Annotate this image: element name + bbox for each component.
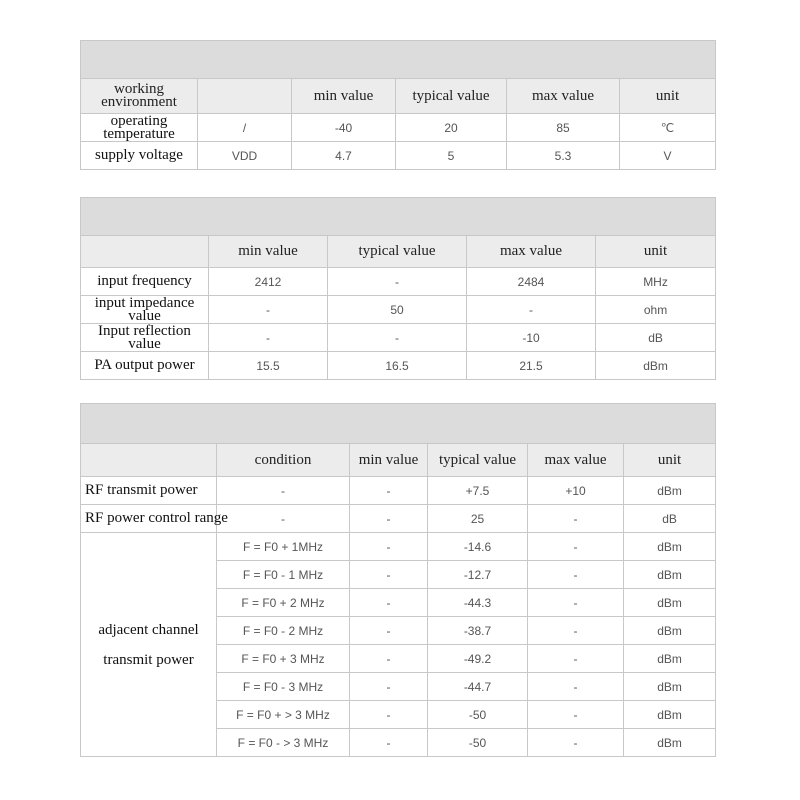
row-label: supply voltage: [81, 142, 198, 170]
rf-transmit-table: [80, 403, 716, 757]
cell-min: 15.5: [209, 352, 328, 380]
cell-symbol: /: [198, 114, 292, 142]
cell-max: -: [528, 645, 624, 673]
header-typical: typical value: [328, 236, 467, 268]
working-environment-table: [80, 40, 716, 170]
cell-min: -: [350, 589, 428, 617]
cell-min: -: [350, 533, 428, 561]
cell-condition: -: [217, 505, 350, 533]
cell-min: -: [350, 701, 428, 729]
header-symbol: [198, 79, 292, 114]
cell-max: -: [528, 701, 624, 729]
cell-typical: -44.3: [428, 589, 528, 617]
row-label: PA output power: [81, 352, 209, 380]
cell-min: -: [209, 296, 328, 324]
cell-unit: dBm: [624, 561, 716, 589]
table-row: [81, 296, 716, 324]
cell-typical: +7.5: [428, 477, 528, 505]
cell-typical: 16.5: [328, 352, 467, 380]
table-row: [81, 352, 716, 380]
cell-unit: dBm: [624, 477, 716, 505]
cell-min: -: [350, 645, 428, 673]
cell-unit: dBm: [624, 701, 716, 729]
cell-condition: F = F0 - 2 MHz: [217, 617, 350, 645]
header-param: [81, 444, 217, 477]
header-unit: unit: [624, 444, 716, 477]
cell-typical: -: [328, 268, 467, 296]
cell-unit: dBm: [624, 589, 716, 617]
cell-unit: dBm: [624, 729, 716, 757]
cell-max: -10: [467, 324, 596, 352]
cell-unit: ℃: [620, 114, 716, 142]
cell-unit: dB: [624, 505, 716, 533]
cell-unit: dBm: [624, 645, 716, 673]
adjacent-channel-label: [81, 533, 217, 757]
header-row: [81, 79, 716, 114]
cell-unit: MHz: [596, 268, 716, 296]
cell-min: -: [350, 561, 428, 589]
table-title-band: [81, 41, 716, 79]
header-param: [81, 236, 209, 268]
cell-condition: F = F0 - > 3 MHz: [217, 729, 350, 757]
header-typical: typical value: [396, 79, 507, 114]
cell-min: -: [350, 477, 428, 505]
cell-max: 21.5: [467, 352, 596, 380]
cell-condition: F = F0 + 2 MHz: [217, 589, 350, 617]
cell-max: -: [528, 505, 624, 533]
cell-unit: ohm: [596, 296, 716, 324]
cell-condition: -: [217, 477, 350, 505]
cell-max: -: [528, 589, 624, 617]
table-row: [81, 114, 716, 142]
cell-max: 2484: [467, 268, 596, 296]
cell-condition: F = F0 + > 3 MHz: [217, 701, 350, 729]
table-title-band: [81, 198, 716, 236]
cell-typical: -: [328, 324, 467, 352]
cell-min: -: [350, 505, 428, 533]
header-typical: typical value: [428, 444, 528, 477]
row-label: operating temperature: [81, 114, 198, 142]
cell-typical: -44.7: [428, 673, 528, 701]
cell-max: -: [528, 617, 624, 645]
table-row: [81, 324, 716, 352]
cell-condition: F = F0 - 3 MHz: [217, 673, 350, 701]
table-row: [81, 533, 716, 561]
header-min: min value: [209, 236, 328, 268]
table-row: [81, 505, 716, 533]
cell-min: -: [350, 729, 428, 757]
table-row: [81, 268, 716, 296]
cell-max: -: [528, 729, 624, 757]
cell-max: -: [528, 673, 624, 701]
cell-typical: -50: [428, 729, 528, 757]
cell-condition: F = F0 - 1 MHz: [217, 561, 350, 589]
cell-unit: V: [620, 142, 716, 170]
cell-typical: 5: [396, 142, 507, 170]
header-min: min value: [292, 79, 396, 114]
cell-typical: -14.6: [428, 533, 528, 561]
cell-unit: dBm: [624, 617, 716, 645]
cell-condition: F = F0 + 3 MHz: [217, 645, 350, 673]
cell-max: -: [528, 561, 624, 589]
cell-min: 4.7: [292, 142, 396, 170]
cell-unit: dBm: [596, 352, 716, 380]
row-label: input frequency: [81, 268, 209, 296]
header-working-environment: working environment: [81, 79, 198, 114]
header-max: max value: [507, 79, 620, 114]
cell-symbol: VDD: [198, 142, 292, 170]
cell-max: +10: [528, 477, 624, 505]
cell-typical: -50: [428, 701, 528, 729]
cell-unit: dB: [596, 324, 716, 352]
cell-min: -40: [292, 114, 396, 142]
cell-typical: 25: [428, 505, 528, 533]
cell-condition: F = F0 + 1MHz: [217, 533, 350, 561]
row-label: RF transmit power: [81, 477, 217, 505]
header-row: [81, 444, 716, 477]
header-max: max value: [467, 236, 596, 268]
cell-min: -: [350, 617, 428, 645]
cell-max: 5.3: [507, 142, 620, 170]
header-unit: unit: [620, 79, 716, 114]
cell-typical: -12.7: [428, 561, 528, 589]
row-label: Input reflection value: [81, 324, 209, 352]
cell-max: -: [467, 296, 596, 324]
cell-typical: 20: [396, 114, 507, 142]
adjacent-channel-line2: transmit power: [103, 651, 194, 668]
row-label: input impedance value: [81, 296, 209, 324]
rf-input-table: [80, 197, 716, 380]
table-row: [81, 477, 716, 505]
cell-min: -: [209, 324, 328, 352]
adjacent-channel-line1: adjacent channel: [98, 621, 199, 638]
row-label: RF power control range: [81, 505, 217, 533]
header-unit: unit: [596, 236, 716, 268]
cell-max: 85: [507, 114, 620, 142]
cell-unit: dBm: [624, 673, 716, 701]
header-row: [81, 236, 716, 268]
cell-max: -: [528, 533, 624, 561]
header-condition: condition: [217, 444, 350, 477]
header-max: max value: [528, 444, 624, 477]
cell-typical: 50: [328, 296, 467, 324]
cell-min: 2412: [209, 268, 328, 296]
cell-typical: -38.7: [428, 617, 528, 645]
cell-typical: -49.2: [428, 645, 528, 673]
cell-unit: dBm: [624, 533, 716, 561]
table-title-band: [81, 404, 716, 444]
cell-min: -: [350, 673, 428, 701]
table-row: [81, 142, 716, 170]
header-min: min value: [350, 444, 428, 477]
